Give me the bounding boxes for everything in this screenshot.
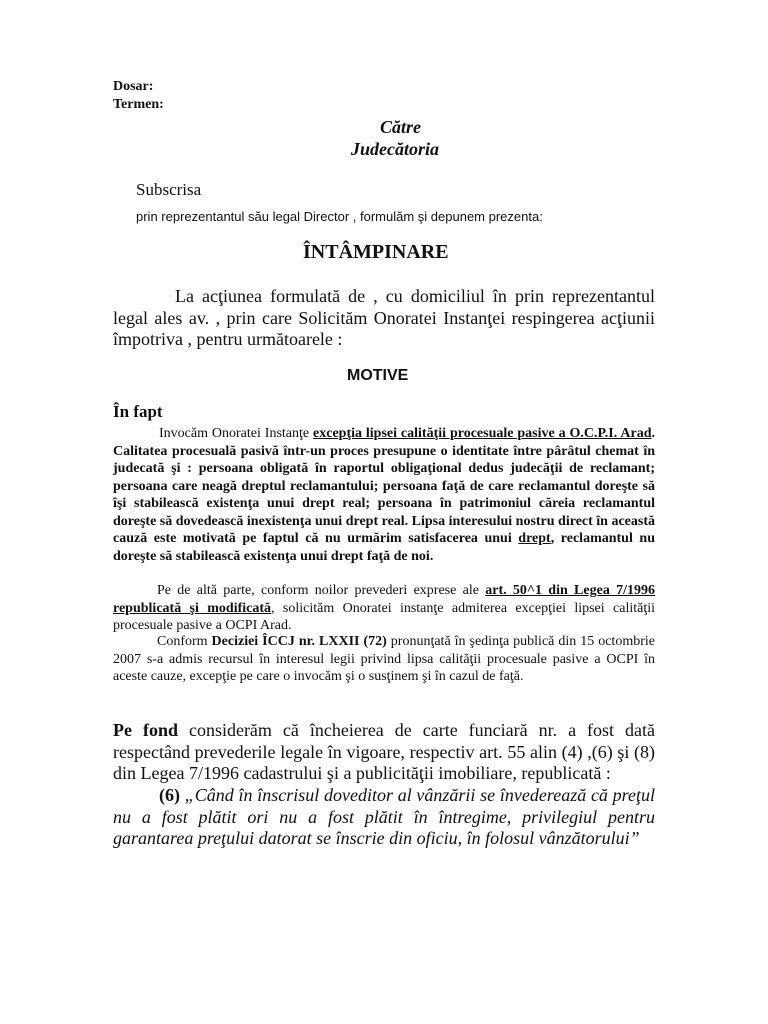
p1-intro-text: Invocăm Onoratei Instanţe [159,426,314,441]
termen-label: Termen: [113,97,164,112]
pe-fond-label: Pe fond [113,720,178,740]
representative-line: prin reprezentantul său legal Director , formulăm şi depunem prezenta: [136,209,543,224]
decision-reference: Deciziei ÎCCJ nr. LXXII (72) [211,634,387,649]
in-fapt-paragraph-1 [113,425,655,565]
p3-end-text: pronunţată în şedinţa publică din 15 octombrie 2007 s-a admis recursul în interesul legii privind lipsa calităţii procesuale pasive a OCPI în aceste cauze, excepţie pe care o invocăm şi o susţinem şi în cazul de faţă. [113,634,655,684]
addressee-line-1: Către [380,117,422,137]
quote-text: „Când în înscrisul doveditor al vânzării se învederează că preţul nu a fost plătit ori nu a fost plătit în întregime, privilegiul pentru garantarea preţului datorat se înscrie din oficiu, în folosul vânzătorului” [113,785,655,848]
quote-number: (6) [159,785,185,805]
addressee-line-2: Judecătoria [351,139,439,159]
motive-heading: MOTIVE [347,367,409,384]
document-title: ÎNTÂMPINARE [303,241,449,263]
in-fapt-paragraph-3 [113,633,655,686]
law-reference: art. 50^1 din Legea 7/1996 republicată şi modificată [113,583,655,616]
p3-intro-text: Conform [157,634,212,649]
quote-paragraph [113,785,655,850]
subscrisa-text: Subscrisa [136,180,202,199]
opening-paragraph [113,286,655,351]
p1-bold-text-2: , reclamantul nu doreşte să stabilească existenţa unui drept faţă de noi. [113,531,655,564]
in-fapt-paragraph-2 [113,582,655,635]
dosar-label: Dosar: [113,79,154,94]
p2-intro-text: Pe de altă parte, conform noilor prevederi exprese ale [157,583,486,598]
pe-fond-text: considerăm că încheierea de carte funciară nr. a fost dată respectând prevederile legale în vigoare, respectiv art. 55 alin (4) ,(6) şi (8) din Legea 7/1996 cadastrului şi a publicităţii imobiliare, republicată : [113,720,655,783]
drept-text: drept [518,531,551,546]
exception-text: excepţia lipsei calităţii procesuale pasive a O.C.P.I. Arad [313,426,652,441]
pe-fond-paragraph [113,720,655,785]
in-fapt-heading: În fapt [113,402,163,421]
opening-paragraph-text: La acţiunea formulată de , cu domiciliul în prin reprezentantul legal ales av. , prin care Solicităm Onoratei Instanţei respingerea acţiunii împotriva , pentru următoarele : [113,286,655,349]
p1-bold-text-1: . Calitatea procesuală pasivă într-un proces presupune o identitate între pârâtul chemat în judecată şi : persoana obligată în raportul obligaţional dedus judecăţii de reclamant; persoana care neagă dreptul reclamantului; persoana faţă de care reclamantul doreşte să îşi stabilească existenţa unui drept real; persoana în patrimoniul căreia reclamantul doreşte să dovedească inexistenţa unui drept real. Lipsa interesului nostru direct în această cauză este motivată pe faptul că nu urmărim satisfacerea unui [113,426,655,546]
p2-end-text: , solicităm Onoratei instanţe admiterea excepţiei lipsei calităţii procesuale pasive a OCPI Arad. [113,600,656,633]
